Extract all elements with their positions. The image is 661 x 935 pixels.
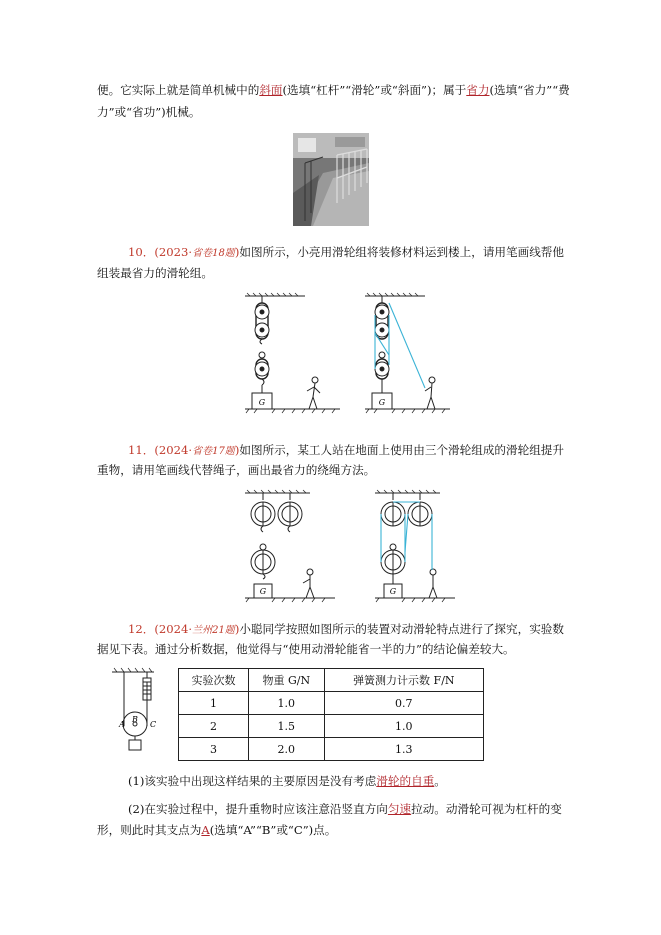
q12-data-table <box>178 668 484 761</box>
q11-line-1 <box>128 441 564 461</box>
q12-line-1 <box>128 620 564 640</box>
table-row <box>179 715 484 738</box>
q12-line-2: 据见下表。通过分析数据，他觉得与“使用动滑轮能省一半的力”的结论偏差较大。 <box>97 642 515 656</box>
table-cell: 2 <box>179 715 249 738</box>
q10-text: 如图所示，小亮用滑轮组将装修材料运到楼上，请用笔画线帮他 <box>239 245 564 259</box>
ramp-photo <box>293 133 369 226</box>
answer-uniform-speed: 匀速 <box>387 802 412 816</box>
intro-text: (选填“省力”“费 <box>489 83 570 97</box>
q12-source: 兰州21题 <box>192 625 235 636</box>
point-b-label: B <box>132 715 138 724</box>
sub2-text: (2)在实验过程中，提升重物时应该注意沿竖直方向 <box>128 802 388 816</box>
table-cell: 0.7 <box>324 692 483 715</box>
q10-number: 10． <box>128 245 155 259</box>
q12-sub1 <box>128 772 446 790</box>
answer-pulley-weight: 滑轮的自重 <box>376 774 435 788</box>
table-header-row <box>179 669 484 692</box>
intro-line-2: 力”或“省功”)机械。 <box>97 105 201 119</box>
sub1-end: 。 <box>434 774 446 788</box>
q12-text: 小聪同学按照如图所示的装置对动滑轮特点进行了探究，实验数 <box>239 622 564 636</box>
q12-year: (2024· <box>154 622 193 636</box>
q10-left-weight-label: G <box>258 398 266 407</box>
q10-line-1 <box>128 243 564 263</box>
q10-figure-left <box>245 293 340 413</box>
q11-right-weight-label: G <box>389 587 397 596</box>
sub3-end: (选填“A”“B”或“C”)点。 <box>209 823 337 837</box>
point-c-label: C <box>150 720 157 729</box>
header-trial: 实验次数 <box>179 669 249 692</box>
q11-line-2: 重物，请用笔画线代替绳子，画出最省力的绕绳方法。 <box>97 463 376 477</box>
table-cell: 1.0 <box>324 715 483 738</box>
q11-figure-right <box>375 490 455 605</box>
q12-sub3 <box>97 821 336 839</box>
q11-source: 省卷17题 <box>192 446 235 457</box>
header-force: 弹簧测力计示数 F/N <box>324 669 483 692</box>
answer-fulcrum: A <box>201 823 210 837</box>
q12-paren: ) <box>234 622 240 636</box>
table-cell: 1.5 <box>248 715 324 738</box>
q10-figure-right <box>365 293 450 413</box>
q10-source: 省卷18题 <box>192 248 235 259</box>
table-row <box>179 738 484 761</box>
q11-number: 11． <box>128 443 155 457</box>
sub3-text: 形，则此时其支点为 <box>97 823 202 837</box>
intro-text: 便。它实际上就是简单机械中的 <box>97 83 260 97</box>
q11-left-weight-label: G <box>259 587 267 596</box>
sub2-end: 拉动。动滑轮可视为杠杆的变 <box>411 802 562 816</box>
table-cell: 3 <box>179 738 249 761</box>
q10-right-weight-label: G <box>378 398 386 407</box>
q10-paren: ) <box>234 245 240 259</box>
table-cell: 1.0 <box>248 692 324 715</box>
header-weight: 物重 G/N <box>248 669 324 692</box>
q11-text: 如图所示，某工人站在地面上使用由三个滑轮组成的滑轮组提升 <box>239 443 564 457</box>
q11-figure-left <box>245 490 335 605</box>
q12-sub2 <box>128 800 562 818</box>
intro-text: (选填“杠杆”“滑轮”或“斜面”)；属于 <box>282 83 467 97</box>
point-a-label: A <box>119 720 125 729</box>
table-cell: 1.3 <box>324 738 483 761</box>
q12-number: 12． <box>128 622 155 636</box>
answer-slope: 斜面 <box>259 83 283 97</box>
sub1-text: (1)该实验中出现这样结果的主要原因是没有考虑 <box>128 774 377 788</box>
q11-year: (2024· <box>154 443 193 457</box>
q10-line-2: 组装最省力的滑轮组。 <box>97 266 213 280</box>
q10-year: (2023· <box>154 245 193 259</box>
table-row <box>179 692 484 715</box>
q11-paren: ) <box>234 443 240 457</box>
table-cell: 2.0 <box>248 738 324 761</box>
q12-apparatus-figure <box>110 668 168 753</box>
table-cell: 1 <box>179 692 249 715</box>
answer-labor-saving: 省力 <box>466 83 490 97</box>
intro-line-1 <box>97 81 570 99</box>
